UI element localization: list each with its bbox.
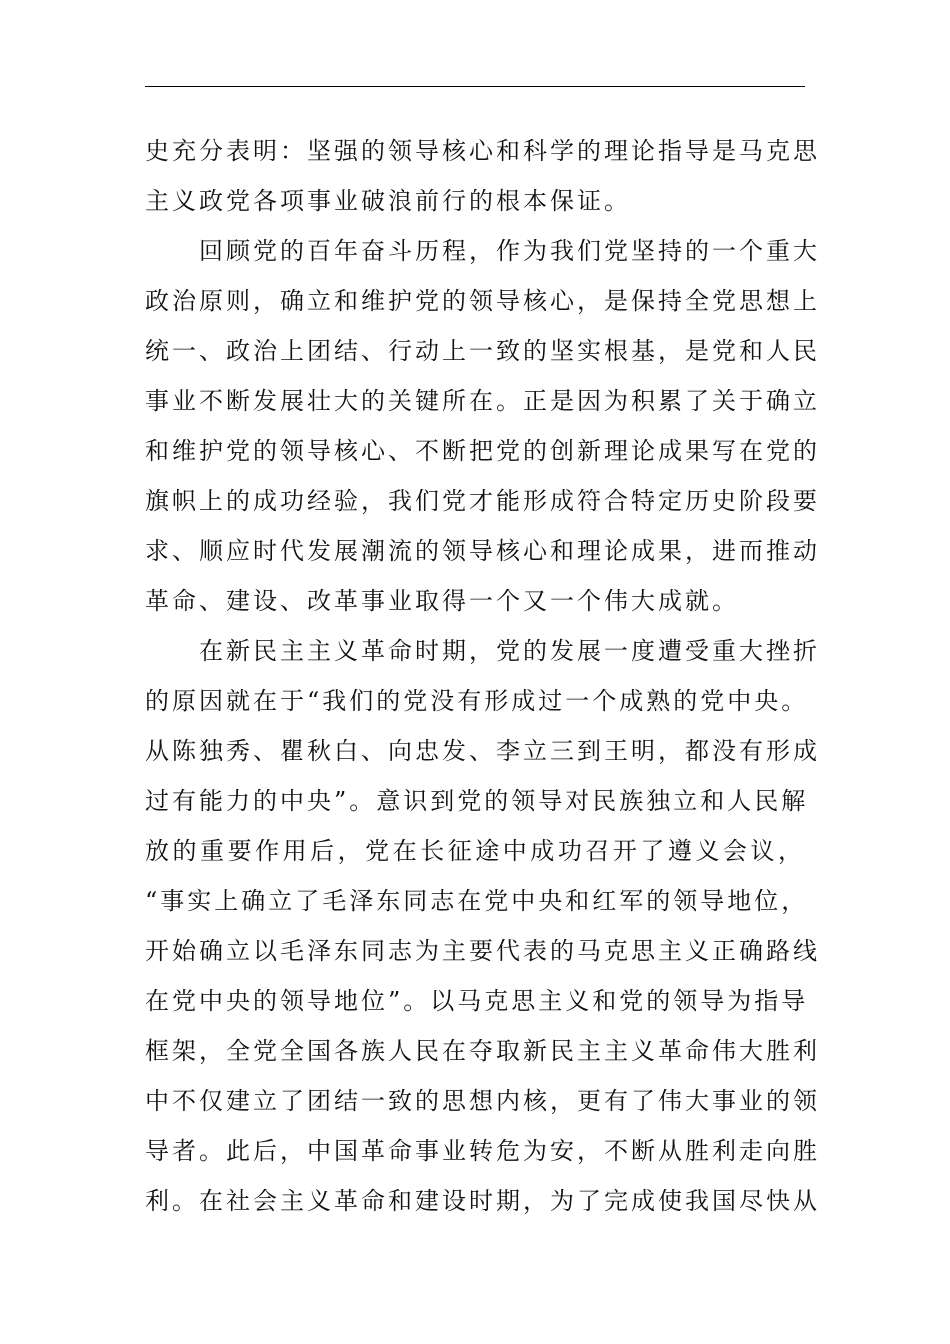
text-line: 主义政党各项事业破浪前行的根本保证。 — [145, 187, 631, 215]
text-line: 导者。此后，中国革命事业转危为安，不断从胜利走向胜 — [145, 1137, 820, 1165]
text-line: 事业不断发展壮大的关键所在。正是因为积累了关于确立 — [145, 387, 820, 415]
text-line: 在党中央的领导地位”。以马克思主义和党的领导为指导 — [145, 987, 809, 1015]
text-line: 中不仅建立了团结一致的思想内核，更有了伟大事业的领 — [145, 1087, 820, 1115]
text-line: 和维护党的领导核心、不断把党的创新理论成果写在党的 — [145, 437, 820, 465]
text-line: 政治原则，确立和维护党的领导核心，是保持全党思想上 — [145, 287, 820, 315]
text-line: 开始确立以毛泽东同志为主要代表的马克思主义正确路线 — [145, 937, 820, 965]
text-line: 在新民主主义革命时期，党的发展一度遭受重大挫折 — [199, 637, 820, 665]
text-line: 框架，全党全国各族人民在夺取新民主主义革命伟大胜利 — [145, 1037, 820, 1065]
text-line: 利。在社会主义革命和建设时期，为了完成使我国尽快从 — [145, 1187, 820, 1215]
body-text — [145, 126, 820, 1226]
header-rule — [145, 86, 805, 87]
text-line: 史充分表明：坚强的领导核心和科学的理论指导是马克思 — [145, 137, 820, 165]
text-line: 革命、建设、改革事业取得一个又一个伟大成就。 — [145, 587, 739, 615]
text-line: 的原因就在于“我们的党没有形成过一个成熟的党中央。 — [145, 687, 809, 715]
text-line: “事实上确立了毛泽东同志在党中央和红军的领导地位， — [145, 887, 809, 915]
text-line: 统一、政治上团结、行动上一致的坚实根基，是党和人民 — [145, 337, 820, 365]
text-line: 旗帜上的成功经验，我们党才能形成符合特定历史阶段要 — [145, 487, 820, 515]
text-line: 回顾党的百年奋斗历程，作为我们党坚持的一个重大 — [199, 237, 820, 265]
text-line: 从陈独秀、瞿秋白、向忠发、李立三到王明，都没有形成 — [145, 737, 820, 765]
text-line: 放的重要作用后，党在长征途中成功召开了遵义会议， — [145, 837, 805, 865]
text-line: 过有能力的中央”。意识到党的领导对民族独立和人民解 — [145, 787, 809, 815]
text-line: 求、顺应时代发展潮流的领导核心和理论成果，进而推动 — [145, 537, 820, 565]
